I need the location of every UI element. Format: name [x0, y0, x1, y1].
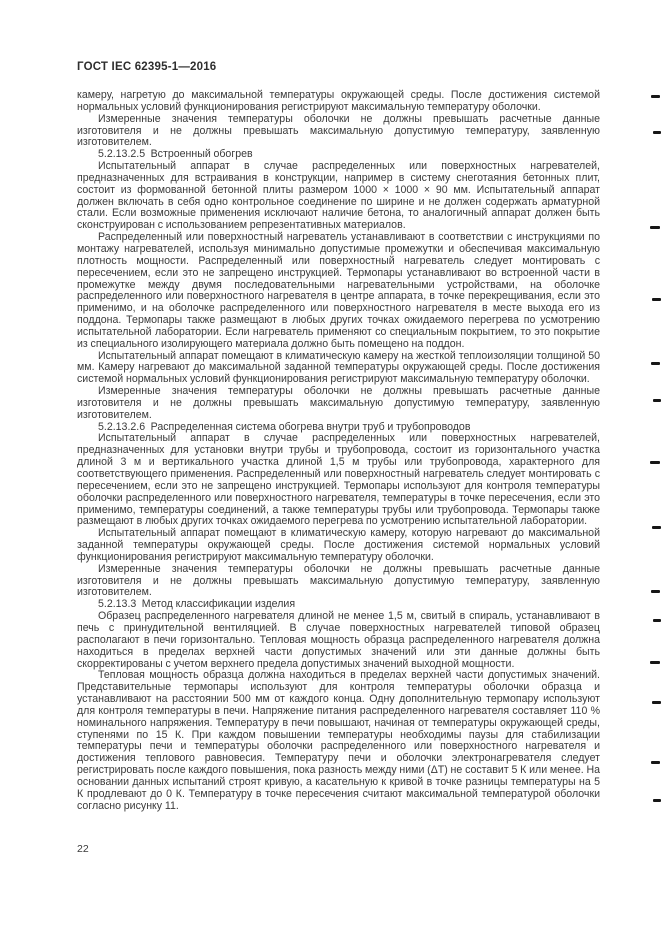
document-body [77, 90, 600, 812]
body-paragraph: Тепловая мощность образца должна находиться в пределах верхней части допустимых значений. Представительные термопары используют для контроля температуры оболочки образца и устанавливают на расстоянии 500 мм от каждого конца. Одну дополнительную термопару используют для контроля температуры в печи. Напряжение питания распределенного нагревателя составляет 110 % номинального напряжения. Температуру в печи повышают, начиная от температуры окружающей среды, ступенями по 15 К. При каждом повышении температуры необходимы паузы для стабилизации температуры печи и температуры оболочки распределенного или поверхностного нагревателя и достижения теплового равновесия. Температуру печи и оболочки электронагревателя следует регистрировать после каждого повышения, пока разность между ними (ΔT) не составит 5 К или менее. На основании данных испытаний строят кривую, а касательную к кривой в точке разницы температуры на 5 К продлевают до 0 К. Температуру в точке пересечения считают максимальной температурой оболочки согласно рисунку 11. [77, 669, 600, 812]
scan-artifact [650, 226, 660, 229]
body-paragraph: камеру, нагретую до максимальной температуры окружающей среды. После достижения системой нормальных условий функционирования регистрируют максимальную температуру оболочки. [77, 89, 600, 113]
scan-artifact [651, 761, 660, 764]
section-heading: 5.2.13.2.5 Встроенный обогрев [98, 148, 253, 161]
scan-artifact [653, 399, 661, 402]
scan-artifact [650, 461, 660, 464]
body-paragraph: Испытательный аппарат в случае распределенных или поверхностных нагревателей, предназначенных для встраивания в конструкции, например в систему снеготаяния бетонных плит, состоит из формованной бетонной плиты размером 1000 × 1000 × 90 мм. Испытательный аппарат должен включать в себя одно контрольное соединение по ширине и не должен содержать арматурной стали. Если возможные применения исключают наличие бетона, то аналогичный аппарат должен быть сконструирован с использованием репрезентативных материалов. [77, 160, 600, 232]
body-paragraph: Образец распределенного нагревателя длиной не менее 1,5 м, свитый в спираль, устанавливают в печь с принудительной вентиляцией. В случае поверхностных нагревателей типовой образец располагают в печи горизонтально. Тепловая мощность образца распределенного нагревателя должна находиться в пределах верхней части допустимых значений или эти данные должны быть скорректированы с учетом верхнего предела допустимых значений выходной мощности. [77, 610, 600, 670]
scan-artifact [652, 701, 661, 704]
scan-artifact [651, 95, 660, 98]
scan-artifact [653, 619, 661, 622]
body-paragraph: Испытательный аппарат помещают в климатическую камеру на жесткой теплоизоляции толщиной 50 мм. Камеру нагревают до максимальной заданной температуры окружающей среды. После достижения системой нормальных условий функционирования регистрируют максимальную температуру оболочки. [77, 349, 600, 386]
body-paragraph: Измеренные значения температуры оболочки не должны превышать расчетные данные изготовителя и не должны превышать максимальную допустимую температуру, заявленную изготовителем. [77, 562, 600, 599]
scan-artifact [652, 526, 661, 529]
body-paragraph: Испытательный аппарат в случае распределенных или поверхностных нагревателей, предназначенных для установки внутри трубы и трубопровода, состоит из горизонтального участка длиной 3 м и вертикального участка длиной 1,5 м трубы или трубопровода, характерного для соответствующего применения. Распределенный или поверхностный нагреватель следует монтировать с пересечением, если это не запрещено инструкцией. Термопары используют для контроля температуры оболочки распределенного или поверхностного нагревателя, температуры в точке пересечения, если это применимо, температуры соединений, а также температуры трубы или трубопровода. Термопары также размещают в любых других точках ожидаемого перегрева по усмотрению испытательной лаборатории. [77, 432, 600, 528]
page-number: 22 [77, 843, 89, 855]
scan-artifact [651, 590, 660, 593]
body-paragraph: Измеренные значения температуры оболочки не должны превышать расчетные данные изготовителя и не должны превышать максимальную допустимую температуру, заявленную изготовителем. [77, 385, 600, 421]
scan-artifact [652, 298, 661, 301]
section-heading: 5.2.13.2.6 Распределенная система обогрева внутри труб и трубопроводов [98, 420, 471, 433]
scan-artifact [653, 799, 661, 802]
body-paragraph: Измеренные значения температуры оболочки не должны превышать расчетные данные изготовителя и не должны превышать максимальную допустимую температуру, заявленную изготовителем. [77, 112, 600, 149]
section-heading: 5.2.13.3 Метод классификации изделия [98, 598, 296, 611]
document-header: ГОСТ IEC 62395-1—2016 [77, 61, 217, 73]
scan-artifact [653, 131, 661, 134]
body-paragraph: Испытательный аппарат помещают в климатическую камеру, которую нагревают до максимальной заданной температуры окружающей среды. После достижения системой нормальных условий функционирования регистрируют максимальную температуру оболочки. [77, 527, 600, 563]
scan-artifact [650, 661, 660, 664]
scan-artifact [651, 362, 660, 365]
body-paragraph: Распределенный или поверхностный нагреватель устанавливают в соответствии с инструкциями по монтажу нагревателей, используя минимально допустимые промежутки и обеспечивая максимальную плотность мощности. Распределенный или поверхностный нагреватель следует монтировать с пересечением, если это не запрещено инструкцией. Термопары устанавливают во встроенной части в промежутке между двумя последовательными нагревательными устройствами, на оболочке распределенного или поверхностного нагревателя в центре аппарата, в точке перекрещивания, если это применимо, и на оболочке распределенного или поверхностного нагревателя в месте выхода его из поддона. Термопары также размещают в любых других точках ожидаемого перегрева по усмотрению испытательной лаборатории. Если нагреватель применяют со специальным покрытием, то это покрытие из специального изолирующего материала должно быть помещено на поддон. [77, 231, 600, 350]
